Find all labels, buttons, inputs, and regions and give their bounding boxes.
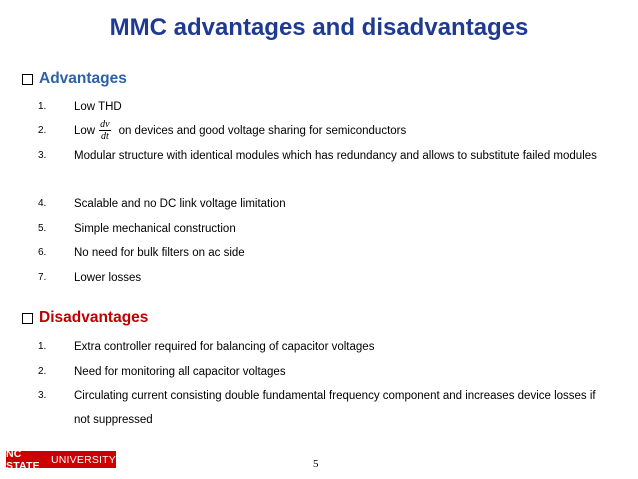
item-number: 1. [38, 101, 47, 112]
item-text-after: on devices and good voltage sharing for semiconductors [118, 125, 407, 137]
item-number: 5. [38, 223, 47, 234]
item-text: Need for monitoring all capacitor voltages [74, 366, 286, 378]
disadvantages-heading [22, 309, 148, 327]
item-number: 2. [38, 125, 47, 136]
advantages-heading [22, 70, 127, 88]
dv-dt-fraction [99, 119, 110, 142]
item-number: 3. [38, 150, 47, 161]
logo-light-text: UNIVERSITY [50, 453, 116, 466]
page-number: 5 [313, 458, 319, 470]
item-text: Modular structure with identical modules which has redundancy and allows to substitute failed modules [74, 150, 597, 162]
fraction-numerator: dv [100, 119, 110, 131]
nc-state-university-logo [6, 447, 116, 472]
item-number: 2. [38, 366, 47, 377]
item-number: 6. [38, 247, 47, 258]
item-text: No need for bulk filters on ac side [74, 247, 245, 259]
item-number: 1. [38, 341, 47, 352]
logo-bold-text: NC STATE [6, 447, 40, 472]
item-text: Extra controller required for balancing of capacitor voltages [74, 341, 375, 353]
item-number: 3. [38, 390, 47, 401]
disadvantages-heading-label: Disadvantages [39, 309, 149, 326]
item-text [74, 119, 604, 143]
checkbox-bullet-icon [22, 313, 33, 324]
checkbox-bullet-icon [22, 74, 33, 85]
advantages-heading-label: Advantages [39, 70, 127, 87]
item-text: Scalable and no DC link voltage limitation [74, 198, 286, 210]
item-text: Lower losses [74, 272, 142, 284]
slide-title: MMC advantages and disadvantages [109, 14, 529, 41]
item-text-before: Low [74, 125, 96, 137]
item-text: Low THD [74, 101, 122, 113]
item-number: 7. [38, 272, 47, 283]
item-number: 4. [38, 198, 47, 209]
item-text: Simple mechanical construction [74, 223, 236, 235]
item-text: Circulating current consisting double fundamental frequency component and increases device losses if not suppressed [74, 390, 596, 426]
fraction-denominator: dt [100, 131, 109, 143]
